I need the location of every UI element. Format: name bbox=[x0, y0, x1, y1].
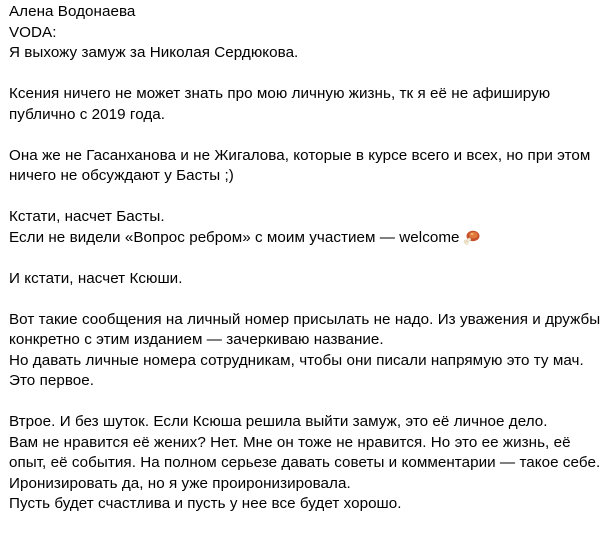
paragraph-line: ничего не обсуждают у Басты ;) bbox=[9, 167, 234, 184]
paragraph-line: Она же не Гасанханова и не Жигалова, которые в курсе всего и всех, но при этом bbox=[9, 146, 591, 164]
paragraph-line: конкретно с этим изданием — зачеркиваю название. bbox=[9, 331, 384, 348]
paragraph-line: Ксения ничего не может знать про мою личную жизнь, тк я её не афиширую bbox=[9, 85, 551, 102]
paragraph-line: Втрое. И без шуток. Если Ксюша решила выйти замуж, это её личное дело. bbox=[9, 413, 548, 430]
paragraph-gap bbox=[9, 392, 597, 413]
paragraph-line: Я выхожу замуж за Николая Сердюкова. bbox=[9, 44, 299, 61]
paragraph-text: Если не видели «Вопрос ребром» с моим участием — welcome bbox=[9, 228, 460, 246]
paragraph-gap bbox=[9, 248, 597, 269]
paragraph-line: И кстати, насчет Ксюши. bbox=[9, 269, 183, 287]
paragraph-gap bbox=[9, 125, 597, 146]
paragraph-line: опыт, её события. На полном серьезе давать советы и комментарии — такое себе. bbox=[9, 454, 600, 471]
paragraph-gap bbox=[9, 64, 597, 85]
paragraph-gap bbox=[9, 289, 597, 310]
paragraph-line: Кстати, насчет Басты. bbox=[9, 208, 165, 225]
paragraph-line: Вот такие сообщения на личный номер присылать не надо. Из уважения и дружбы bbox=[9, 310, 600, 328]
meat-on-bone-icon bbox=[463, 229, 481, 245]
post-text bbox=[9, 2, 600, 515]
paragraph-line: Иронизировать да, но я уже проиронизировала. bbox=[9, 474, 351, 492]
paragraph-gap bbox=[9, 187, 597, 208]
paragraph-line-with-emoji bbox=[9, 228, 597, 249]
paragraph-line: Вам не нравится её жених? Нет. Мне он тоже не нравится. Но это ее жизнь, её bbox=[9, 433, 571, 451]
paragraph-line: Пусть будет счастлива и пусть у нее все будет хорошо. bbox=[9, 495, 402, 512]
channel-name: VODA: bbox=[9, 23, 57, 41]
paragraph-line: публично с 2019 года. bbox=[9, 105, 166, 123]
paragraph-line: Но давать личные номера сотрудникам, чтобы они писали напрямую это ту мач. bbox=[9, 351, 584, 369]
paragraph-line: Это первое. bbox=[9, 372, 95, 389]
author-name: Алена Водонаева bbox=[9, 3, 136, 20]
